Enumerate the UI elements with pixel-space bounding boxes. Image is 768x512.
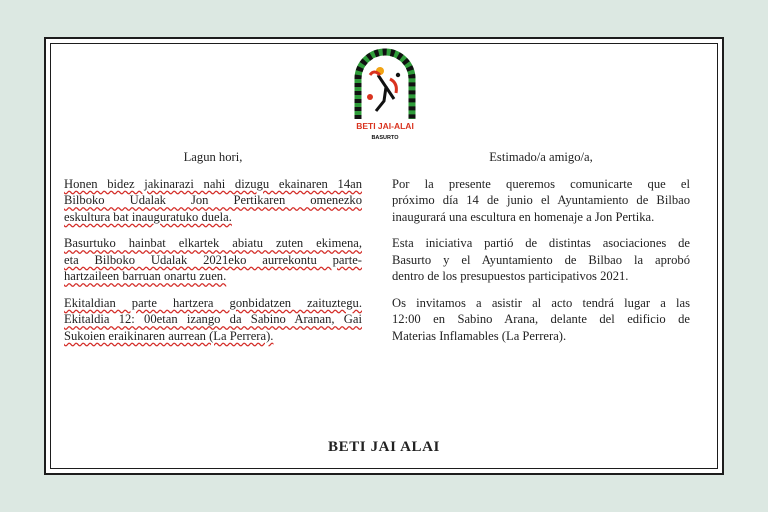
text-line: 12:00 en Sabino Arana, delante del edificio de	[392, 312, 690, 326]
basque-paragraph-3	[64, 295, 362, 345]
text-line: dentro de los presupuestos participativos 2021.	[392, 269, 629, 283]
text-line: hartzaileen barruan onartu zuen.	[64, 269, 227, 283]
text-line: Sukoien eraikinaren aurrean (La Perrera).	[64, 328, 274, 343]
text-line: eta Bilboko Udalak 2021eko aurrekontu parte-	[64, 252, 362, 267]
basque-paragraph-2	[64, 235, 362, 285]
text-line: Basurto y el Ayuntamiento de Bilbao la aprobó	[392, 252, 690, 267]
text-line: Por la presente queremos comunicarte que el	[392, 176, 690, 191]
text-line: Honen bidez jakinarazi nahi dizugu ekainaren 14an	[64, 176, 362, 191]
spanish-paragraph-2	[392, 235, 690, 285]
document-frame	[44, 37, 724, 475]
text-line: eskultura bat inauguratuko duela.	[64, 209, 232, 224]
text-line: inaugurará una escultura en homenaje a Jon Pertika.	[392, 209, 655, 224]
basque-column	[64, 149, 362, 354]
text-line: Esta iniciativa partió de distintas asociaciones de	[392, 236, 690, 250]
text-line: Os invitamos a asistir al acto tendrá lugar a las	[392, 295, 690, 310]
spanish-paragraph-1	[392, 176, 690, 226]
beti-jai-alai-logo	[350, 45, 420, 143]
text-line: Ekitaldia 12: 00etan izango da Sabino Aranan, Gai	[64, 312, 362, 326]
logo-title: BETI JAI-ALAI	[356, 121, 414, 131]
signature: BETI JAI ALAI	[327, 439, 440, 455]
logo-subtitle: BASURTO	[371, 135, 399, 141]
basque-greeting: Lagun hori,	[183, 150, 243, 164]
text-line: Ekitaldian parte hartzera gonbidatzen zaituztegu.	[64, 295, 362, 310]
text-line: Materias Inflamables (La Perrera).	[392, 328, 567, 343]
basque-paragraph-1	[64, 176, 362, 226]
spanish-column	[392, 149, 690, 354]
spanish-paragraph-3	[392, 295, 690, 345]
spanish-greeting: Estimado/a amigo/a,	[489, 150, 593, 164]
text-line: Basurtuko hainbat elkartek abiatu zuten ekimena,	[64, 236, 362, 250]
text-line: Bilboko Udalak Jon Pertikaren omenezko	[64, 193, 362, 207]
text-line: próximo día 14 de junio el Ayuntamiento de Bilbao	[392, 193, 690, 207]
